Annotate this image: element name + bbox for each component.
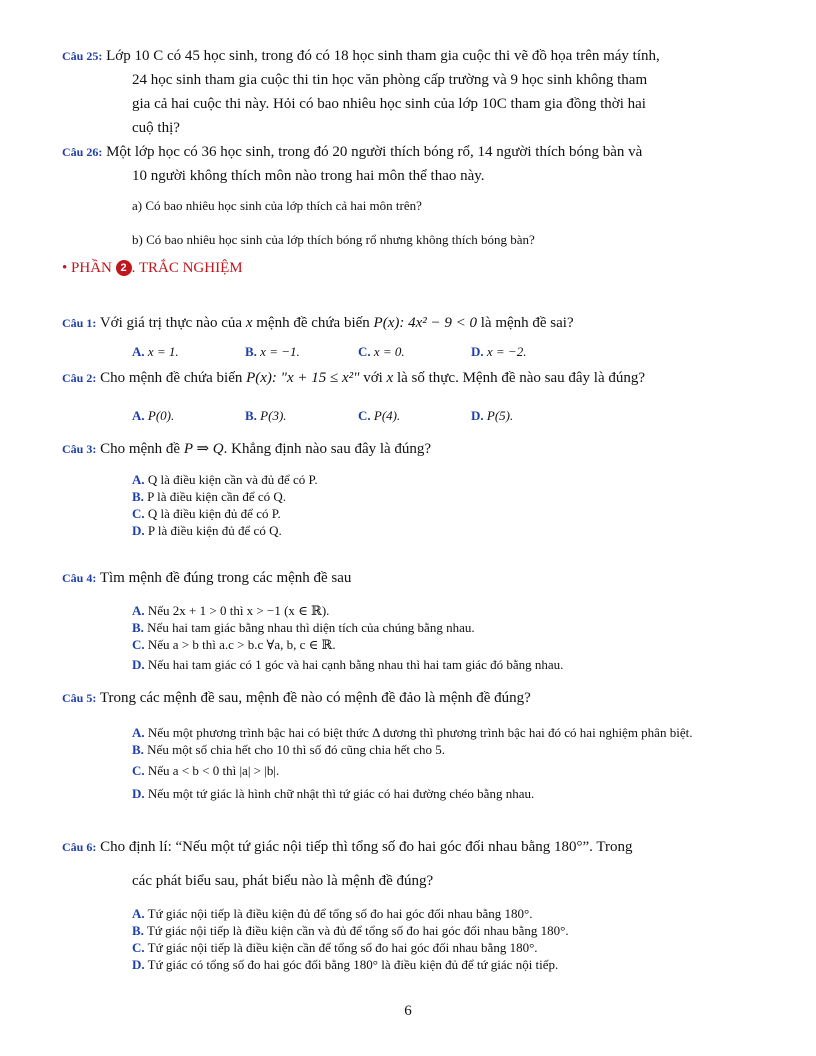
question-25-line-1 bbox=[62, 44, 752, 68]
question-stem bbox=[62, 566, 752, 590]
question-26 bbox=[62, 140, 752, 252]
choice-c[interactable]: C. Nếu a < b < 0 thì |a| > |b|. bbox=[132, 763, 280, 778]
sub-question-a: a) Có bao nhiêu học sinh của lớp thích cả hai môn trên? bbox=[132, 198, 422, 213]
question-5 bbox=[62, 686, 752, 802]
choice-a[interactable]: A. P(0). bbox=[132, 408, 175, 423]
choices-row bbox=[132, 340, 752, 364]
question-text: các phát biểu sau, phát biểu nào là mệnh đề đúng? bbox=[132, 873, 434, 889]
choice-c[interactable]: C. Tứ giác nội tiếp là điều kiện cần để tổng số đo hai góc đối nhau bằng 180°. bbox=[132, 940, 538, 955]
question-text: mệnh đề chứa biến bbox=[252, 315, 374, 331]
question-label: Câu 6: bbox=[62, 840, 97, 854]
question-stem bbox=[62, 437, 752, 461]
choice-d[interactable]: D. Tứ giác có tổng số đo hai góc đối bằng 180° là điều kiện đủ để tứ giác nội tiếp. bbox=[132, 957, 559, 972]
choice-c[interactable]: C. x = 0. bbox=[358, 344, 405, 359]
choice-a[interactable]: A. Nếu một phương trình bậc hai có biệt thức Δ dương thì phương trình bậc hai đó có hai nghiệm phân biệt. bbox=[132, 725, 693, 740]
choice-b[interactable]: B. P là điều kiện cần để có Q. bbox=[132, 489, 287, 504]
question-label: Câu 26: bbox=[62, 145, 103, 159]
question-label: Câu 5: bbox=[62, 691, 97, 705]
question-25 bbox=[62, 44, 752, 140]
math-expression: P ⇒ Q bbox=[183, 441, 224, 457]
question-text: với bbox=[359, 370, 387, 386]
question-text: Một lớp học có 36 học sinh, trong đó 20 người thích bóng rổ, 14 người thích bóng bàn và bbox=[102, 144, 643, 160]
question-text: 24 học sinh tham gia cuộc thi tin học văn phòng cấp trường và 9 học sinh không tham bbox=[132, 72, 648, 88]
math-expression: P(x): 4x² − 9 < 0 bbox=[373, 315, 477, 331]
question-2 bbox=[62, 366, 752, 428]
question-label: Câu 25: bbox=[62, 49, 103, 63]
choices-row bbox=[132, 404, 752, 428]
choice-d[interactable]: D. P là điều kiện đủ để có Q. bbox=[132, 523, 282, 538]
choice-b[interactable]: B. Nếu một số chia hết cho 10 thì số đó cũng chia hết cho 5. bbox=[132, 742, 446, 757]
question-text: Lớp 10 C có 45 học sinh, trong đó có 18 học sinh tham gia cuộc thi vẽ đồ họa trên máy tính, bbox=[102, 48, 660, 64]
choice-a[interactable]: A. Q là điều kiện cần và đủ để có P. bbox=[132, 472, 318, 487]
sub-question-b: b) Có bao nhiêu học sinh của lớp thích bóng rổ nhưng không thích bóng bàn? bbox=[132, 232, 535, 247]
question-text: Cho mệnh đề chứa biến bbox=[96, 370, 247, 386]
question-text: là số thực. Mệnh đề nào sau đây là đúng? bbox=[393, 370, 646, 386]
section-bullet: • bbox=[62, 260, 68, 276]
math-expression: P(x): "x + 15 ≤ x²" bbox=[246, 370, 360, 386]
choice-b[interactable]: B. x = −1. bbox=[245, 344, 300, 359]
section-title: . TRẮC NGHIỆM bbox=[131, 260, 243, 276]
question-stem bbox=[62, 686, 752, 710]
choice-a[interactable]: A. Nếu 2x + 1 > 0 thì x > −1 (x ∈ ℝ). bbox=[132, 603, 330, 618]
choice-b[interactable]: B. Nếu hai tam giác bằng nhau thì diện tích của chúng bằng nhau. bbox=[132, 620, 475, 635]
choice-a[interactable]: A. Tứ giác nội tiếp là điều kiện đủ để tổng số đo hai góc đối nhau bằng 180°. bbox=[132, 906, 533, 921]
question-label: Câu 3: bbox=[62, 442, 97, 456]
choice-d[interactable]: D. Nếu một tứ giác là hình chữ nhật thì tứ giác có hai đường chéo bằng nhau. bbox=[132, 786, 535, 801]
question-label: Câu 4: bbox=[62, 571, 97, 585]
choice-d[interactable]: D. P(5). bbox=[471, 408, 514, 423]
question-stem bbox=[62, 366, 752, 390]
math-variable: x bbox=[386, 370, 394, 386]
choice-d[interactable]: D. Nếu hai tam giác có 1 góc và hai cạnh bằng nhau thì hai tam giác đó bằng nhau. bbox=[132, 657, 564, 672]
question-26-line-1 bbox=[62, 140, 752, 164]
choice-b[interactable]: B. Tứ giác nội tiếp là điều kiện cần và đủ để tổng số đo hai góc đối nhau bằng 180°. bbox=[132, 923, 569, 938]
question-label: Câu 1: bbox=[62, 316, 97, 330]
question-6 bbox=[62, 835, 752, 973]
page-number: 6 bbox=[404, 1003, 412, 1019]
question-text: Với giá trị thực nào của bbox=[96, 315, 246, 331]
section-number-badge: 2 bbox=[116, 260, 132, 276]
question-text: gia cả hai cuộc thi này. Hỏi có bao nhiêu học sinh của lớp 10C tham gia đồng thời hai bbox=[132, 96, 646, 112]
choice-c[interactable]: C. Nếu a > b thì a.c > b.c ∀a, b, c ∈ ℝ. bbox=[132, 637, 336, 652]
choice-c[interactable]: C. Q là điều kiện đủ để có P. bbox=[132, 506, 281, 521]
choice-b[interactable]: B. P(3). bbox=[245, 408, 287, 423]
question-4 bbox=[62, 566, 752, 673]
question-stem bbox=[62, 835, 752, 859]
question-text: Cho mệnh đề bbox=[96, 441, 184, 457]
question-1 bbox=[62, 311, 752, 364]
question-3 bbox=[62, 437, 752, 539]
choice-a[interactable]: A. x = 1. bbox=[132, 344, 179, 359]
question-text: . Khẳng định nào sau đây là đúng? bbox=[223, 441, 432, 457]
question-stem bbox=[62, 311, 752, 335]
question-text: Trong các mệnh đề sau, mệnh đề nào có mệnh đề đảo là mệnh đề đúng? bbox=[96, 690, 531, 706]
section-part-label: PHẦN bbox=[67, 260, 116, 276]
question-text: Tìm mệnh đề đúng trong các mệnh đề sau bbox=[96, 570, 352, 586]
question-text: là mệnh đề sai? bbox=[477, 315, 574, 331]
question-text: cuộ thị? bbox=[132, 120, 180, 136]
choice-d[interactable]: D. x = −2. bbox=[471, 344, 527, 359]
question-text: Cho định lí: “Nếu một tứ giác nội tiếp thì tổng số đo hai góc đối nhau bằng 180°”. Trong bbox=[96, 839, 633, 855]
choice-c[interactable]: C. P(4). bbox=[358, 408, 401, 423]
section-heading bbox=[62, 256, 752, 280]
question-text: 10 người không thích môn nào trong hai môn thể thao này. bbox=[132, 168, 485, 184]
math-variable: x bbox=[245, 315, 253, 331]
question-label: Câu 2: bbox=[62, 371, 97, 385]
